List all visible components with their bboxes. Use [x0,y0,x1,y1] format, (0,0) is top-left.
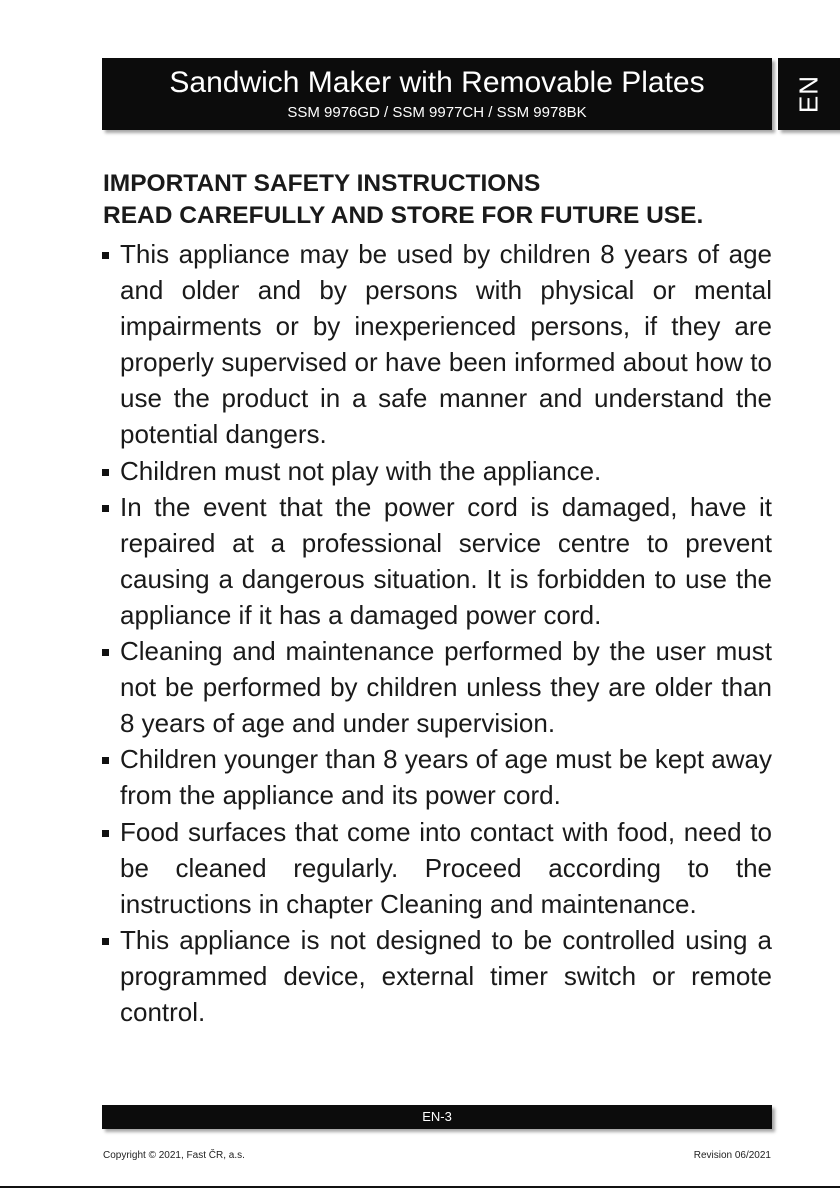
safety-instructions-list [100,236,772,1030]
copyright-text: Copyright © 2021, Fast ČR, a.s. [103,1150,245,1161]
section-heading [103,168,783,232]
list-item: In the event that the power cord is damaged, have it repaired at a professional service centre to prevent causing a dangerous situation. It is forbidden to use the appliance if it has a damaged power cord. [100,489,772,633]
heading-line-2: READ CAREFULLY AND STORE FOR FUTURE USE. [103,202,704,229]
page-number: EN-3 [422,1109,452,1124]
model-numbers: SSM 9976GD / SSM 9977CH / SSM 9978BK [287,104,587,121]
language-label: EN [793,74,824,114]
list-item: This appliance may be used by children 8 years of age and older and by persons with physical or mental impairments or by inexperienced persons, if they are properly supervised or have been informed about how to use the product in a safe manner and understand the potential dangers. [100,236,772,453]
language-tab [778,58,840,130]
list-item: This appliance is not designed to be controlled using a programmed device, external timer switch or remote control. [100,922,772,1030]
page-bottom-rule [0,1186,840,1188]
list-item: Children younger than 8 years of age must be kept away from the appliance and its power cord. [100,741,772,813]
list-item: Food surfaces that come into contact with food, need to be cleaned regularly. Proceed according to the instructions in chapter Cleaning and maintenance. [100,814,772,922]
document-title: Sandwich Maker with Removable Plates [169,66,705,99]
list-item: Cleaning and maintenance performed by the user must not be performed by children unless they are older than 8 years of age and under supervision. [100,633,772,741]
header-banner [102,58,772,130]
page-number-bar [102,1105,772,1129]
list-item: Children must not play with the appliance. [100,453,772,489]
revision-text: Revision 06/2021 [693,1150,771,1161]
heading-line-1: IMPORTANT SAFETY INSTRUCTIONS [103,170,541,197]
